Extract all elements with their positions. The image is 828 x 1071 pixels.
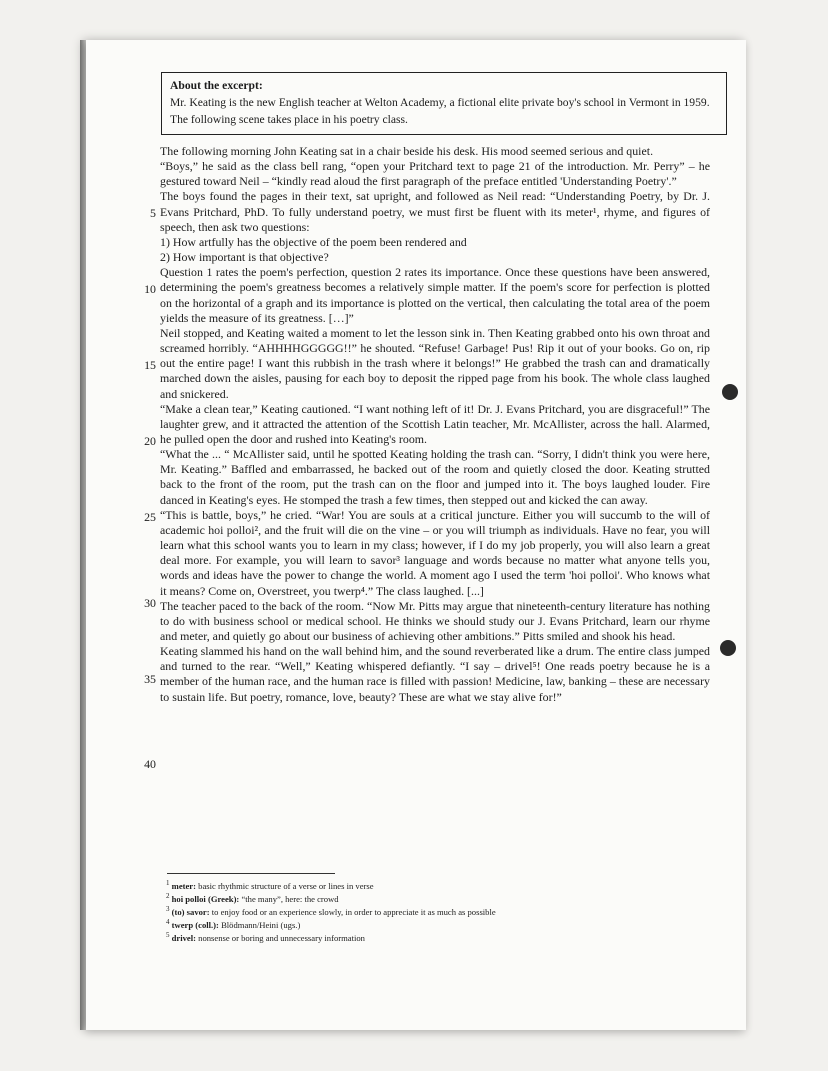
punch-hole	[720, 640, 736, 656]
paragraph: “Make a clean tear,” Keating cautioned. “I want nothing left of it! Dr. J. Evans Pritchard, you are disgraceful!” The laughter grew, and it attracted the attention of the Scottish Latin teacher, Mr. McAllister, across the hall. Alarmed, he pulled open the door and rushed into Keating's room.	[160, 401, 710, 446]
line-number: 30	[144, 596, 156, 610]
paragraph: Neil stopped, and Keating waited a moment to let the lesson sink in. Then Keating grabbed onto his own throat and screamed horribly. “AHHHHGGGGG!!” he shouted. “Refuse! Garbage! Pus! Rip it out of your books. Go on, rip out the entire page! I want this rubbish in the trash where it belongs!” He grabbed the trash can and dramatically marched down the aisles, pausing for each boy to deposit the ripped page from his book. The whole class laughed and snickered.	[160, 325, 710, 401]
paragraph: “Boys,” he said as the class bell rang, “open your Pritchard text to page 21 of the introduction. Mr. Perry” – he gestured toward Neil – “kindly read aloud the first paragraph of the preface entitled 'Understanding Poetry'.”	[160, 159, 710, 189]
line-number: 10	[144, 282, 156, 296]
about-title: About the excerpt:	[170, 79, 263, 92]
paragraph: Question 1 rates the poem's perfection, question 2 rates its importance. Once these questions have been answered, determining the poem's greatness becomes a relatively simple matter. If the poem's score for perfection is plotted on the horizontal of a graph and its importance is plotted on the vertical, then calculating the total area of the poem yields the measure of its greatness. […]”	[160, 265, 710, 325]
punch-hole	[722, 384, 738, 400]
paragraph: “What the ... “ McAllister said, until he spotted Keating holding the trash can. “Sorry, I didn't think you were here, Mr. Keating.” Baffled and embarrassed, he backed out of the room and quietly closed the door. Keating strutted back to the front of the room, put the trash can on the floor and jumped into it. The boys laughed louder. Fire danced in Keating's eyes. He stomped the trash a few times, then stepped out and kicked the can away.	[160, 447, 710, 507]
footnote: $^1$ meter: basic rhythmic structure of a verse or lines in verse	[166, 879, 374, 891]
line-number: 20	[144, 434, 156, 448]
paragraph: The following morning John Keating sat in a chair beside his desk. His mood seemed serious and quiet.	[160, 144, 654, 158]
paragraph: The teacher paced to the back of the room. “Now Mr. Pitts may argue that nineteenth-century literature has nothing to do with business school or medical school. He thinks we should study our J. Evans Pritchard, learn our rhyme and meter, and quietly go about our business of achieving other ambitions.” Pitts smiled and shook his head.	[160, 598, 710, 643]
line-number: 15	[144, 358, 156, 372]
paragraph: Keating slammed his hand on the wall behind him, and the sound reverberated like a drum. The entire class jumped and turned to the rear. “Well,” Keating whispered defiantly. “I say – drivel⁵! One reads poetry because he is a member of the human race, and the human race is filled with passion! Medicine, law, banking – these are necessary to sustain life. But poetry, romance, love, beauty? These are what we stay alive for!”	[160, 644, 710, 704]
excerpt-text	[160, 144, 710, 705]
footnote-rule	[167, 873, 335, 874]
footnote: $^2$ hoi polloi (Greek): “the many”, here: the crowd	[166, 892, 339, 904]
footnote: $^4$ twerp (coll.): Blödmann/Heini (ugs.)	[166, 918, 301, 930]
paragraph: The boys found the pages in their text, sat upright, and followed as Neil read: “Understanding Poetry, by Dr. J. Evans Pritchard, PhD. To fully understand poetry, we must first be fluent with its meter¹, rhyme, and figures of speech, then ask two questions:	[160, 189, 710, 234]
line-number: 40	[144, 757, 156, 771]
footnote: $^3$ (to) savor: to enjoy food or an experience slowly, in order to appreciate it as much as possible	[166, 905, 496, 917]
paragraph: 1) How artfully has the objective of the poem been rendered and	[160, 234, 467, 249]
footnote: $^5$ drivel: nonsense or boring and unnecessary information	[166, 931, 365, 943]
footnotes	[166, 880, 686, 945]
paragraph: 2) How important is that objective?	[160, 250, 329, 265]
line-number: 5	[150, 206, 156, 220]
about-text: Mr. Keating is the new English teacher at Welton Academy, a fictional elite private boy's school in Vermont in 1959. The following scene takes place in his poetry class.	[170, 96, 710, 126]
about-excerpt-box	[161, 72, 727, 135]
paragraph: “This is battle, boys,” he cried. “War! You are souls at a critical juncture. Either you will succumb to the will of academic hoi polloi², and the fruit will die on the vine – or you will triumph as individuals. Have no fear, you will learn what this school wants you to learn in my class; however, if I do my job properly, you will also learn a great deal more. For example, you will learn to savor³ language and words because no matter what anyone tells you, words and ideas have the power to change the world. A moment ago I used the term 'hoi polloi'. Who knows what it means? Come on, Overstreet, you twerp⁴.” The class laughed. [...]	[160, 507, 710, 598]
line-number: 35	[144, 672, 156, 686]
line-number: 25	[144, 510, 156, 524]
